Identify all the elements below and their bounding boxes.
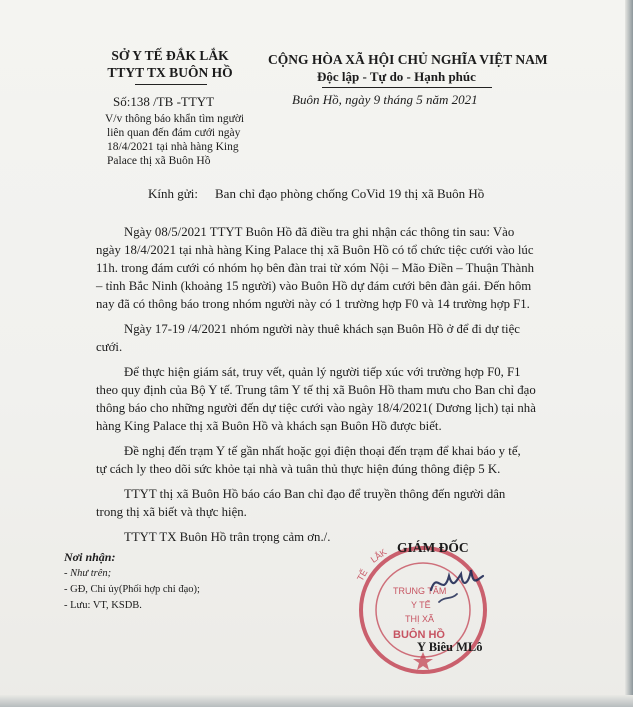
official-seal [353,540,493,680]
subject-line-3: 18/4/2021 tại nhà hàng King [107,141,239,153]
body-line: – tỉnh Bắc Ninh (khoảng 15 người) vào Buôn Hồ dự đám cưới bên đàn gái. Đến hôm [96,279,532,293]
seal-line-1: TRUNG TÂM [393,586,447,596]
signer-title: GIÁM ĐỐC [397,540,469,555]
addressee-text: Ban chỉ đạo phòng chống CoVid 19 thị xã Buôn Hồ [215,186,485,201]
agency-subunit: TTYT TX BUÔN HỒ [107,65,233,80]
seal-line-4: BUÔN HỒ [393,629,445,641]
body-line: Đề nghị đến trạm Y tế gần nhất hoặc gọi điện thoại đến trạm để khai báo y tế, [124,444,521,458]
recipient-item: - Lưu: VT, KSDB. [64,600,142,611]
body-line: TTYT thị xã Buôn Hồ báo cáo Ban chỉ đạo để truyền thông đến người dân [124,487,506,501]
closing-line: TTYT TX Buôn Hồ trân trọng cảm ơn./. [124,530,331,544]
document-date: Buôn Hồ, ngày 9 tháng 5 năm 2021 [292,92,478,107]
agency-underline [135,84,207,85]
body-line: ngày 18/4/2021 tại nhà hàng King Palace thị xã Buôn Hồ có tổ chức tiệc cưới vào lúc [96,243,534,257]
seal-line-2: Y TẾ [411,600,431,610]
recipients-title: Nơi nhận: [64,550,116,564]
page-edge-right [625,0,633,707]
body-line: tự cách ly theo dõi sức khỏe tại nhà và tuân thủ thực hiện đúng thông điệp 5 K. [96,462,501,476]
body-line: Ngày 17-19 /4/2021 nhóm người này thuê khách sạn Buôn Hồ ở để đi dự tiệc [124,322,520,336]
motto-underline [322,87,492,88]
subject-line-1: V/v thông báo khẩn tìm người [105,113,245,125]
body-line: hàng King Palace thị xã Buôn Hồ và khách sạn Buôn Hồ được biết. [96,419,442,433]
body-line: thông báo cho những người đến dự tiệc cưới vào ngày 18/4/2021( Dương lịch) tại nhà [96,401,536,415]
svg-text:LẮK: LẮK [368,546,389,565]
subject-line-2: liên quan đến đám cưới ngày [107,127,241,139]
body-line: Để thực hiện giám sát, truy vết, quản lý người tiếp xúc với trường hợp F0, F1 [124,365,521,379]
seal-line-3: THỊ XÃ [405,614,435,624]
recipient-item: - GĐ, Chỉ ủy(Phối hợp chỉ đạo); [64,584,200,595]
body-line: 11h. trong đám cưới có nhóm họ bên đàn trai từ xóm Nội – Mão Điền – Thuận Thành [96,261,535,275]
country-name: CỘNG HÒA XÃ HỘI CHỦ NGHĨA VIỆT NAM [268,52,548,67]
body-line: nay đã có thông báo trong nhóm người này có 1 trường hợp F0 và 14 trường hợp F1. [96,297,530,311]
svg-text:TẾ: TẾ [355,567,370,583]
body-line: Ngày 08/5/2021 TTYT Buôn Hồ đã điều tra ghi nhận các thông tin sau: Vào [124,225,515,239]
subject-line-4: Palace thị xã Buôn Hồ [107,155,211,167]
document-number: Số:138 /TB -TTYT [113,94,215,109]
page-edge-bottom [0,695,633,707]
signer-name: Y Biêu MLô [417,640,483,654]
recipient-item: - Như trên; [64,568,112,579]
agency-name: SỞ Y TẾ ĐẮK LẮK [111,48,229,63]
addressee-label: Kính gửi: [148,186,199,201]
body-line: cưới. [96,340,123,354]
body-line: trong thị xã biết và thực hiện. [96,505,247,519]
national-motto: Độc lập - Tự do - Hạnh phúc [317,69,476,84]
body-line: theo quy định của Bộ Y tế. Trung tâm Y tế thị xã Buôn Hồ tham mưu cho Ban chỉ đạo [96,383,536,397]
